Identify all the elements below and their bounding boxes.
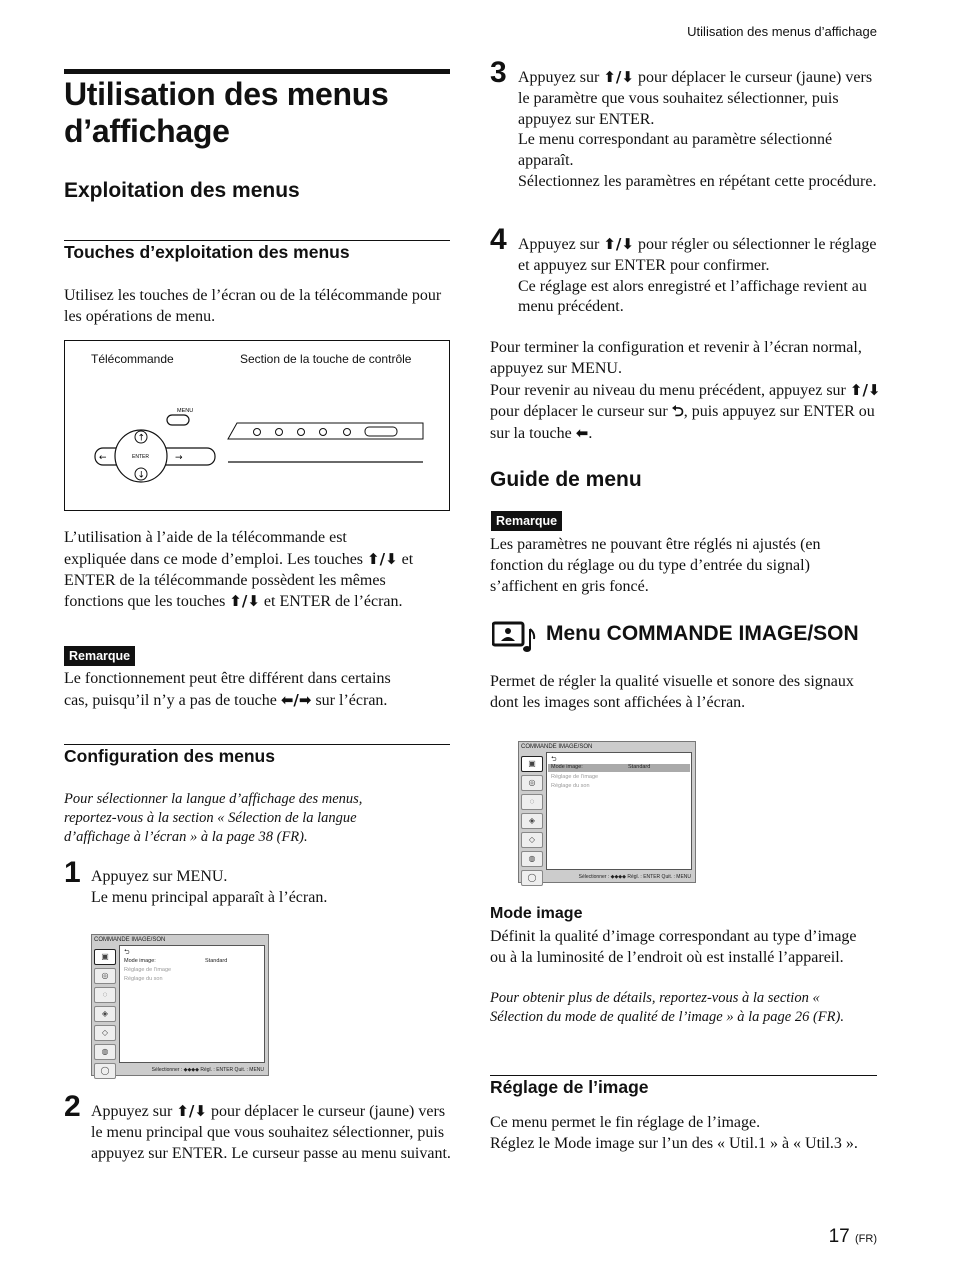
mode-image-note: Pour obtenir plus de détails, reportez-vous à la section « Sélection du mode de qualité de l’image » à la page 26 (FR). — [490, 990, 844, 1025]
step-4-number: 4 — [490, 223, 507, 256]
menu-key-label: MENU — [177, 408, 194, 414]
remote-line4-end: et ENTER de l’écran. — [263, 593, 403, 611]
finish-line2b: pour déplacer le curseur sur — [490, 403, 668, 421]
remote-line3: ENTER de la télécommande possèdent les mêmes — [64, 571, 386, 589]
subsection-rule — [64, 240, 450, 241]
svg-text:←: ← — [99, 453, 107, 463]
svg-text:↑: ↑ — [137, 433, 146, 444]
step-2-text — [91, 1101, 453, 1164]
menu-icon: ◍ — [521, 851, 543, 867]
finish-line2c: , puis appuyez sur ENTER ou sur la touche — [490, 403, 875, 443]
step-3-number: 3 — [490, 56, 507, 89]
finish-line1: Pour terminer la configuration et revenir à l’écran normal, appuyez sur MENU. — [490, 339, 862, 377]
screen-footer: Sélectionner : ◆◆◆◆ Régl. : ENTER Quit. : MENU — [578, 874, 691, 880]
menu-icon: ◈ — [94, 1006, 116, 1022]
menu-icon: ◎ — [94, 968, 116, 984]
back-icon: ⮌ — [551, 756, 557, 763]
screen-footer: Sélectionner : ◆◆◆◆ Régl. : ENTER Quit. : MENU — [151, 1067, 264, 1073]
updown-arrow-icon: ⬆/⬇ — [603, 235, 634, 253]
page-number-value: 17 — [828, 1226, 850, 1247]
section-heading-guide: Guide de menu — [490, 468, 642, 491]
remarque-badge-left — [64, 646, 135, 666]
step-4-text-a: Appuyez sur — [518, 236, 600, 253]
menu-icon: ◈ — [521, 813, 543, 829]
section-heading-menu: Menu COMMANDE IMAGE/SON — [546, 622, 859, 645]
screen-row-reglage-image: Réglage de l’image — [551, 774, 599, 780]
picture-sound-icon: ▣ — [94, 949, 116, 965]
menu-icon: ◯ — [521, 870, 543, 886]
menu-screen-2 — [518, 741, 696, 883]
heading-mode-image: Mode image — [490, 905, 583, 922]
screen-row-reglage-image: Réglage de l’image — [124, 967, 172, 973]
remarque-line1: Le fonctionnement peut être différent dans certains — [64, 670, 391, 687]
screen-row-mode-value: Standard — [205, 958, 228, 964]
figure-label-remote: Télécommande — [91, 352, 174, 366]
reglage-line1: Ce menu permet le fin réglage de l’image. — [490, 1114, 761, 1131]
menu-icon: ◍ — [94, 1044, 116, 1060]
back-icon: ⮌ — [124, 949, 130, 956]
screen-row-highlight — [548, 764, 690, 772]
step-4-line2: Ce réglage est alors enregistré et l’affichage revient au menu précédent. — [518, 277, 867, 316]
page-title-line2: d’affichage — [64, 113, 230, 149]
remote-control-diagram — [65, 341, 449, 510]
picture-sound-icon: ▣ — [521, 756, 543, 772]
screen-title: COMMANDE IMAGE/SON — [521, 744, 593, 750]
reglage-text — [490, 1113, 875, 1155]
step-2-text-a: Appuyez sur — [91, 1103, 173, 1120]
guide-text: Les paramètres ne pouvant être réglés ni ajustés (en fonction du réglage ou du type d’entrée du signal) s’affichent en gris foncé. — [490, 536, 821, 595]
step-1-number: 1 — [64, 856, 81, 889]
running-header: Utilisation des menus d’affichage — [687, 24, 877, 39]
step-2-text-b: pour déplacer le curseur (jaune) vers le menu principal que vous souhaitez sélectionner, puis appuyez sur ENTER. Le curseur passe au menu suivant. — [91, 1103, 451, 1162]
step-1-text — [91, 867, 451, 909]
menu-screen-1 — [91, 934, 269, 1076]
screen-row-mode: Mode image: — [551, 764, 583, 770]
section-heading-exploitation: Exploitation des menus — [64, 179, 300, 202]
menu-description: Permet de régler la qualité visuelle et sonore des signaux dont les images sont affichées à l’écran. — [490, 673, 854, 711]
menu-icon: ◌ — [521, 794, 543, 810]
menu-key — [167, 415, 189, 425]
updown-arrow-icon: ⬆/⬇ — [849, 380, 881, 399]
left-arrow-icon: ⬅ — [575, 424, 589, 443]
step-1-line1: Appuyez sur MENU. — [91, 868, 228, 885]
paragraph-remote — [64, 528, 456, 613]
svg-text:→: → — [175, 453, 183, 463]
finish-line2a: Pour revenir au niveau du menu précédent, appuyez sur — [490, 381, 846, 399]
configuration-note: Pour sélectionner la langue d’affichage des menus, reportez-vous à la section « Sélection de la langue d’affichage à l’écran » à la page 38 (FR). — [64, 791, 363, 845]
subsection-rule — [490, 1075, 877, 1076]
subsection-rule — [64, 744, 450, 745]
step-1-line2: Le menu principal apparaît à l’écran. — [91, 888, 328, 906]
remote-line2-end: et — [401, 550, 414, 568]
subsection-heading-reglage: Réglage de l’image — [490, 1077, 649, 1097]
screen-row-reglage-son: Réglage du son — [124, 976, 163, 982]
screen-icon-column — [521, 756, 543, 882]
step-4-text — [518, 234, 880, 318]
screen-row-reglage-son: Réglage du son — [551, 783, 590, 789]
step-3-line3: Sélectionnez les paramètres en répétant cette procédure. — [518, 172, 877, 190]
remarque-text-left — [64, 669, 456, 712]
remarque-line2: cas, puisqu’il n’y a pas de touche — [64, 691, 277, 709]
remote-line4: fonctions que les touches — [64, 593, 226, 611]
step-3-text — [518, 67, 880, 193]
remarque-badge-right — [491, 511, 562, 531]
remote-line2: expliquée dans ce mode d’emploi. Les touches — [64, 550, 364, 568]
enter-key-label: ENTER — [132, 454, 149, 460]
step-3-line2: Le menu correspondant au paramètre sélectionné apparaît. — [518, 131, 833, 170]
menu-icon: ◇ — [94, 1025, 116, 1041]
screen-title: COMMANDE IMAGE/SON — [94, 937, 166, 943]
screen-panel — [119, 945, 265, 1063]
updown-arrow-icon: ⬆/⬇ — [176, 1102, 207, 1120]
remote-line1: L’utilisation à l’aide de la télécommande est — [64, 529, 347, 546]
title-rule — [64, 69, 450, 74]
subsection-heading-touches: Touches d’exploitation des menus — [64, 242, 350, 262]
screen-icon-column — [94, 949, 116, 1075]
step-3-text-a: Appuyez sur — [518, 69, 600, 86]
picture-sound-icon — [492, 619, 536, 653]
mode-image-text: Définit la qualité d’image correspondant au type d’image ou à la luminosité de l’endroit où est installé l’appareil. — [490, 928, 857, 966]
paragraph-touches: Utilisez les touches de l’écran ou de la télécommande pour les opérations de menu. — [64, 287, 442, 325]
svg-text:↓: ↓ — [137, 470, 146, 481]
page-number — [829, 1226, 877, 1248]
subsection-heading-configuration: Configuration des menus — [64, 746, 275, 766]
remarque-line2-end: sur l’écran. — [315, 691, 388, 709]
menu-icon: ◇ — [521, 832, 543, 848]
left-right-arrow-icon: ⬅/➡ — [280, 690, 312, 709]
figure-label-control: Section de la touche de contrôle — [240, 352, 412, 366]
return-icon: ⮌ — [671, 402, 684, 421]
remarque-label: Remarque — [64, 646, 135, 666]
page-title — [64, 76, 454, 150]
step-4-text-b: pour régler ou sélectionner le réglage et appuyez sur ENTER pour confirmer. — [518, 236, 877, 274]
menu-icon: ◌ — [94, 987, 116, 1003]
step-3-text-b: pour déplacer le curseur (jaune) vers le paramètre que vous souhaitez sélectionner, puis appuyez sur ENTER. — [518, 69, 873, 128]
menu-icon: ◯ — [94, 1063, 116, 1079]
screen-row-mode: Mode image: — [124, 958, 156, 964]
updown-arrow-icon: ⬆/⬇ — [367, 549, 398, 568]
controls-figure — [64, 340, 450, 511]
screen-panel — [546, 752, 692, 870]
menu-icon: ◎ — [521, 775, 543, 791]
remarque-label: Remarque — [491, 511, 562, 531]
page-title-line1: Utilisation des menus — [64, 76, 389, 112]
reglage-line2: Réglez le Mode image sur l’un des « Util.1 » à « Util.3 ». — [490, 1134, 858, 1152]
updown-arrow-icon: ⬆/⬇ — [603, 68, 634, 86]
updown-arrow-icon: ⬆/⬇ — [229, 592, 260, 611]
page-language: (FR) — [855, 1233, 877, 1245]
step-2-number: 2 — [64, 1090, 81, 1123]
screen-row-mode-value: Standard — [628, 764, 651, 770]
paragraph-finish: Pour terminer la configuration et revenir à l’écran normal, appuyez sur MENU. Pour revenir au niveau du menu précédent, appuyez sur ⬆/⬇ pour déplacer le curseur sur ⮌, puis appuyez sur ENTER ou sur la touche ⬅. — [490, 339, 881, 443]
